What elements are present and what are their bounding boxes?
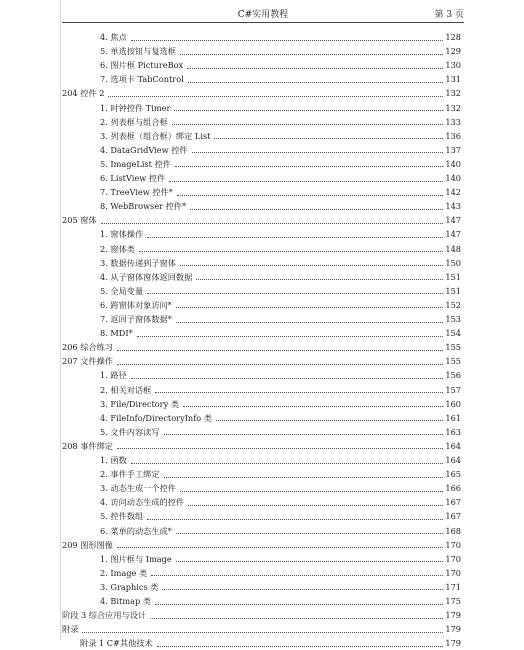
- header-title: C#实用教程: [237, 10, 289, 20]
- toc-entry[interactable]: [100, 242, 461, 256]
- toc-entry-page-number: 147: [445, 229, 461, 240]
- toc-entry[interactable]: [100, 552, 461, 566]
- toc-entry-page-number: 148: [445, 243, 461, 254]
- toc-entry-label: 3. 数据传递到子窗体: [100, 257, 176, 268]
- toc-dot-leader: [214, 138, 443, 139]
- toc-dot-leader: [176, 561, 444, 562]
- toc-dot-leader: [175, 166, 443, 167]
- toc-entry-label: 2. 窗体类: [100, 243, 135, 254]
- toc-entry-page-number: 163: [445, 426, 461, 437]
- toc-entry-label: 6. 跨窗体对象访问*: [100, 299, 172, 310]
- toc-entry-label: 204 控件 2: [62, 88, 105, 99]
- toc-entry[interactable]: [100, 411, 461, 425]
- toc-entry-label: 1. 时钟控件 Timer: [100, 102, 171, 113]
- toc-dot-leader: [180, 54, 443, 55]
- toc-entry-label: 6. ListView 控件: [100, 173, 166, 183]
- toc-entry[interactable]: [100, 101, 461, 115]
- page-header: [62, 4, 464, 23]
- toc-entry[interactable]: [100, 326, 461, 340]
- toc-entry[interactable]: [100, 30, 461, 44]
- toc-entry-label: 5. 文件内容读写: [100, 426, 160, 437]
- toc-dot-leader: [147, 519, 443, 520]
- toc-entry[interactable]: [100, 397, 461, 411]
- toc-entry[interactable]: [100, 72, 461, 86]
- toc-entry-page-number: 151: [445, 271, 461, 282]
- toc-dot-leader: [131, 40, 444, 41]
- toc-dot-leader: [108, 96, 443, 97]
- header-page-number: 第 3 页: [434, 10, 464, 20]
- toc-dot-leader: [139, 251, 443, 252]
- toc-entry-page-number: 170: [445, 539, 461, 550]
- toc-entry-page-number: 170: [445, 567, 461, 578]
- toc-entry-label: 4. 访问动态生成的控件: [100, 497, 185, 508]
- toc-dot-leader: [147, 237, 443, 238]
- toc-entry[interactable]: [100, 312, 461, 326]
- toc-dot-leader: [117, 350, 443, 351]
- toc-entry-label: 209 图形图像: [62, 539, 113, 550]
- toc-entry[interactable]: [100, 524, 461, 538]
- toc-entry-page-number: 137: [445, 144, 461, 155]
- toc-entry-page-number: 132: [445, 88, 461, 99]
- toc-entry[interactable]: [100, 143, 461, 157]
- toc-entry-label: 4. DataGridView 控件: [100, 144, 188, 155]
- toc-dot-leader: [117, 547, 443, 548]
- toc-dot-leader: [162, 589, 443, 590]
- toc-dot-leader: [101, 223, 444, 224]
- toc-entry-page-number: 131: [445, 74, 461, 85]
- toc-dot-leader: [177, 195, 444, 196]
- toc-entry-page-number: 129: [445, 46, 461, 57]
- toc-entry[interactable]: [62, 213, 461, 227]
- toc-entry-page-number: 167: [445, 497, 461, 508]
- toc-entry-page-number: 133: [445, 116, 461, 127]
- toc-dot-leader: [183, 406, 443, 407]
- toc-entry-page-number: 140: [445, 173, 461, 183]
- toc-entry-label: 5. 单选按钮与复选框: [100, 46, 176, 57]
- toc-entry-page-number: 130: [445, 60, 461, 71]
- toc-entry-label: 3. File/Directory 类: [100, 398, 180, 409]
- toc-entry-page-number: 165: [445, 469, 461, 480]
- toc-dot-leader: [176, 322, 444, 323]
- toc-entry[interactable]: [62, 340, 461, 354]
- toc-entry[interactable]: [100, 115, 461, 129]
- toc-entry-page-number: 150: [445, 257, 461, 268]
- toc-entry-page-number: 140: [445, 158, 461, 169]
- toc-entry[interactable]: [100, 368, 461, 382]
- toc-dot-leader: [147, 293, 443, 294]
- toc-dot-leader: [190, 209, 443, 210]
- toc-entry-label: 4. Bitmap 类: [100, 596, 152, 606]
- toc-entry-label: 附录 1 C#其他技术: [80, 638, 153, 649]
- toc-entry-label: 7. TreeView 控件*: [100, 187, 173, 198]
- toc-entry-label: 2. Image 类: [100, 567, 148, 578]
- toc-entry[interactable]: [100, 227, 461, 241]
- toc-entry[interactable]: [100, 580, 461, 594]
- toc-entry[interactable]: [100, 171, 461, 185]
- toc-entry-label: 8. MDI*: [100, 328, 133, 339]
- toc-entry-page-number: 153: [445, 314, 461, 324]
- toc-entry[interactable]: [100, 453, 461, 467]
- toc-entry-label: 206 综合练习: [62, 342, 113, 353]
- toc-entry[interactable]: [100, 157, 461, 171]
- toc-dot-leader: [117, 448, 443, 449]
- toc-entry[interactable]: [100, 566, 461, 580]
- toc-entry-label: 1. 路径: [100, 370, 127, 381]
- toc-entry[interactable]: [100, 495, 461, 509]
- toc-dot-leader: [196, 279, 443, 280]
- toc-dot-leader: [176, 307, 444, 308]
- toc-entry-page-number: 179: [445, 624, 461, 635]
- toc-dot-leader: [155, 392, 443, 393]
- toc-entry[interactable]: [100, 509, 461, 523]
- toc-entry-page-number: 151: [445, 285, 461, 296]
- toc-dot-leader: [131, 378, 444, 379]
- toc-entry-label: 4. 焦点: [100, 32, 127, 42]
- toc-entry[interactable]: [100, 256, 461, 270]
- toc-dot-leader: [188, 82, 444, 83]
- toc-entry-page-number: 136: [445, 130, 461, 141]
- toc-entry[interactable]: [100, 425, 461, 439]
- toc-dot-leader: [192, 152, 444, 153]
- toc-entry-label: 1. 函数: [100, 455, 127, 465]
- toc-dot-leader: [131, 463, 444, 464]
- toc-entry-page-number: 175: [445, 596, 461, 606]
- toc-dot-leader: [151, 575, 443, 576]
- toc-dot-leader: [157, 646, 444, 647]
- toc-entry[interactable]: [100, 284, 461, 298]
- toc-dot-leader: [174, 110, 443, 111]
- toc-dot-leader: [187, 68, 443, 69]
- toc-entry-page-number: 142: [445, 187, 461, 198]
- toc-entry[interactable]: [62, 354, 461, 368]
- toc-entry[interactable]: [100, 383, 461, 397]
- toc-entry[interactable]: [100, 199, 461, 213]
- toc-entry-label: 2. 列表框与组合框: [100, 116, 168, 127]
- toc-dot-leader: [176, 533, 444, 534]
- toc-entry-label: 5. 全局变量: [100, 285, 144, 296]
- toc-entry-page-number: 164: [445, 455, 461, 465]
- toc-entry-page-number: 143: [445, 201, 461, 212]
- toc-entry-label: 208 事件绑定: [62, 440, 113, 451]
- toc-entry-label: 5. 控件数组: [100, 511, 144, 522]
- toc-entry-page-number: 155: [445, 356, 461, 367]
- toc-entry-label: 6. 菜单的动态生成*: [100, 525, 172, 536]
- toc-entry-label: 1. 窗体操作: [100, 229, 144, 240]
- toc-entry[interactable]: [62, 538, 461, 552]
- toc-entry-label: 3. 列表框（组合框）绑定 List: [100, 130, 211, 141]
- toc-entry-page-number: 157: [445, 384, 461, 395]
- toc-entry-label: 附录: [62, 624, 79, 635]
- toc-entry[interactable]: [100, 467, 461, 481]
- toc-dot-leader: [82, 632, 443, 633]
- toc-entry[interactable]: [100, 481, 461, 495]
- toc-entry-page-number: 161: [445, 412, 461, 423]
- toc-entry[interactable]: [100, 129, 461, 143]
- toc-dot-leader: [169, 181, 443, 182]
- toc-dot-leader: [216, 420, 443, 421]
- page-margin-line: [60, 0, 61, 640]
- toc-entry-label: 2. 相关对话框: [100, 384, 152, 395]
- toc-entry-page-number: 168: [445, 525, 461, 536]
- toc-entry-label: 阶段 3 综合应用与设计: [62, 610, 147, 621]
- toc-dot-leader: [155, 604, 443, 605]
- toc-entry-page-number: 179: [445, 638, 461, 649]
- toc-dot-leader: [164, 477, 444, 478]
- toc-entry-page-number: 154: [445, 328, 461, 339]
- toc-entry[interactable]: [62, 622, 461, 636]
- toc-entry-label: 2. 事件手工绑定: [100, 469, 160, 480]
- toc-entry[interactable]: [100, 185, 461, 199]
- toc-entry[interactable]: [62, 86, 461, 100]
- toc-entry[interactable]: [62, 439, 461, 453]
- toc-entry-label: 3. 动态生成一个控件: [100, 483, 176, 494]
- toc-entry-page-number: 160: [445, 398, 461, 409]
- toc-dot-leader: [137, 336, 444, 337]
- toc-entry-label: 7. 返回子窗体数据*: [100, 314, 172, 324]
- toc-entry[interactable]: [100, 58, 461, 72]
- toc-entry[interactable]: [100, 44, 461, 58]
- toc-entry-page-number: 155: [445, 342, 461, 353]
- toc-entry-page-number: 164: [445, 440, 461, 451]
- toc-entry-page-number: 167: [445, 511, 461, 522]
- toc-entry-page-number: 179: [445, 610, 461, 621]
- toc-entry-label: 7. 选项卡 TabControl: [100, 74, 184, 85]
- toc-entry[interactable]: [100, 594, 461, 608]
- toc-entry[interactable]: [62, 608, 461, 622]
- toc-entry[interactable]: [80, 636, 461, 650]
- toc-entry-label: 6. 图片框 PictureBox: [100, 60, 184, 71]
- toc-entry-page-number: 152: [445, 299, 461, 310]
- toc-entry-page-number: 170: [445, 553, 461, 564]
- toc-dot-leader: [164, 434, 444, 435]
- toc-entry-page-number: 156: [445, 370, 461, 381]
- toc-entry-label: 8. WebBrowser 控件*: [100, 201, 187, 212]
- toc-dot-leader: [117, 364, 443, 365]
- toc-entry-page-number: 132: [445, 102, 461, 113]
- toc-dot-leader: [180, 491, 443, 492]
- toc-entry-label: 3. Graphics 类: [100, 581, 159, 592]
- toc-entry[interactable]: [100, 298, 461, 312]
- toc-entry-page-number: 171: [445, 581, 461, 592]
- toc-entry-label: 4. FileInfo/DirectoryInfo 类: [100, 412, 212, 423]
- toc-dot-leader: [150, 618, 443, 619]
- toc-dot-leader: [188, 505, 443, 506]
- toc-entry-page-number: 128: [445, 32, 461, 42]
- toc-entry-label: 207 文件操作: [62, 356, 113, 367]
- toc-entry-label: 1. 图片框与 Image: [100, 553, 172, 564]
- toc-entry-page-number: 166: [445, 483, 461, 494]
- toc-entry-label: 5. ImageList 控件: [100, 158, 171, 169]
- toc-entry-page-number: 147: [445, 215, 461, 226]
- toc-dot-leader: [180, 265, 443, 266]
- toc-entry-label: 4. 从子窗体窗体返回数据: [100, 271, 193, 282]
- toc-dot-leader: [172, 124, 444, 125]
- toc-entry[interactable]: [100, 270, 461, 284]
- toc-entry-label: 205 窗体: [62, 215, 97, 226]
